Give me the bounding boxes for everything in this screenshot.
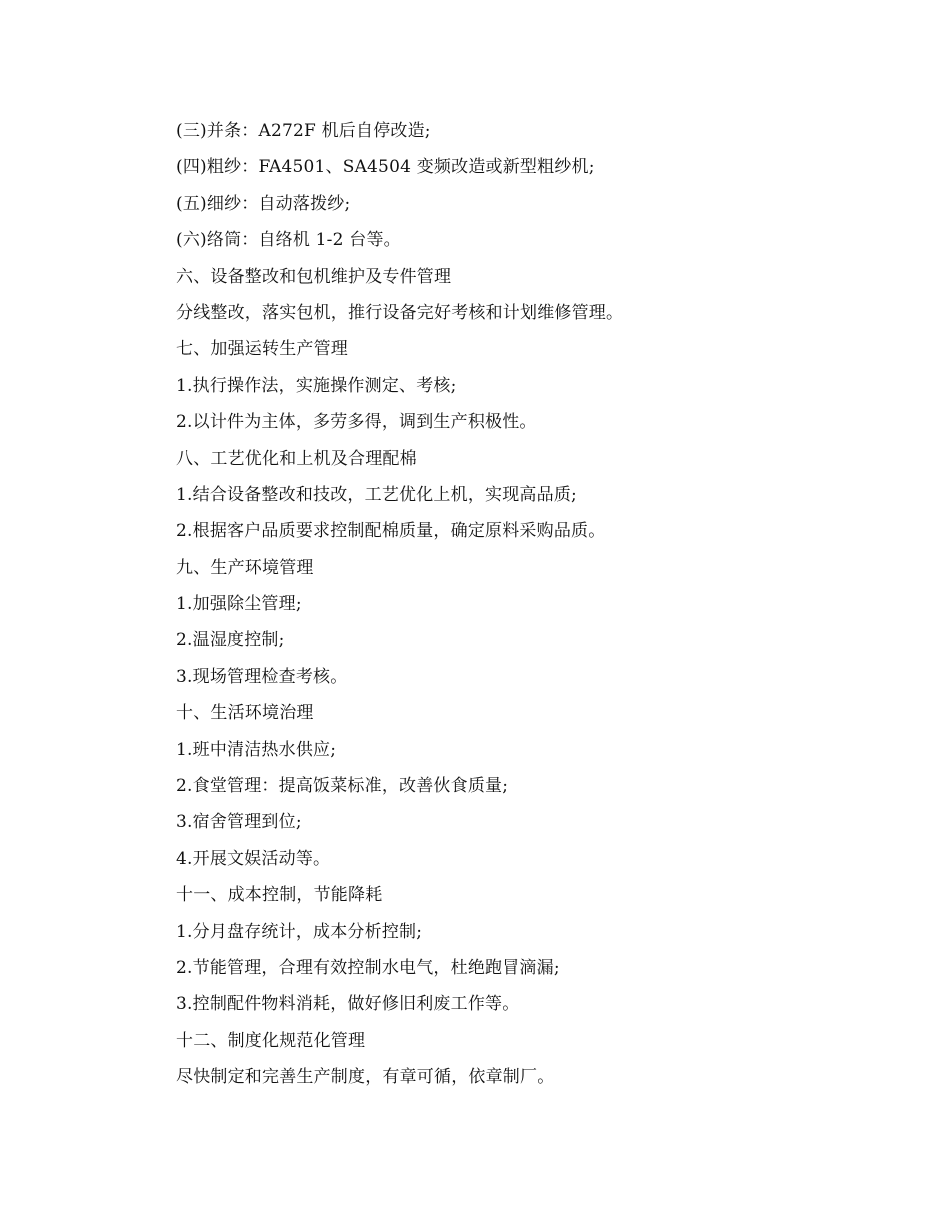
section-heading: 十、生活环境治理 xyxy=(176,703,314,724)
text-line: 2.节能管理，合理有效控制水电气，杜绝跑冒滴漏; xyxy=(176,957,560,978)
text-line: 1.班中清洁热水供应; xyxy=(176,739,337,760)
text-line: 2.温湿度控制; xyxy=(176,630,285,651)
text-line: 4.开展文娱活动等。 xyxy=(176,848,331,869)
text-line: 3.控制配件物料消耗，做好修旧利废工作等。 xyxy=(176,994,520,1015)
section-heading: 八、工艺优化和上机及合理配棉 xyxy=(176,448,417,469)
text-line: 3.宿舍管理到位; xyxy=(176,812,302,833)
text-line: 2.以计件为主体，多劳多得，调到生产积极性。 xyxy=(176,412,537,433)
section-heading: 七、加强运转生产管理 xyxy=(176,339,348,360)
text-line: 分线整改，落实包机，推行设备完好考核和计划维修管理。 xyxy=(176,302,624,323)
document-body xyxy=(176,118,816,1101)
text-line: 3.现场管理检查考核。 xyxy=(176,666,348,687)
text-line: 1.结合设备整改和技改，工艺优化上机，实现高品质; xyxy=(176,484,577,505)
text-line: 1.执行操作法，实施操作测定、考核; xyxy=(176,375,457,396)
text-line: (四)粗纱：FA4501、SA4504 变频改造或新型粗纱机; xyxy=(176,157,595,178)
text-line: 尽快制定和完善生产制度，有章可循，依章制厂。 xyxy=(176,1067,555,1088)
section-heading: 六、设备整改和包机维护及专件管理 xyxy=(176,266,452,287)
text-line: (三)并条：A272F 机后自停改造; xyxy=(176,121,431,141)
section-heading: 十一、成本控制，节能降耗 xyxy=(176,885,383,906)
text-line: (六)络筒：自络机 1-2 台等。 xyxy=(176,230,401,251)
text-line: 1.分月盘存统计，成本分析控制; xyxy=(176,921,423,942)
section-heading: 九、生产环境管理 xyxy=(176,557,314,578)
text-line: (五)细纱：自动落拨纱; xyxy=(176,193,351,214)
text-line: 2.食堂管理：提高饭菜标准，改善伙食质量; xyxy=(176,776,509,797)
text-line: 1.加强除尘管理; xyxy=(176,594,302,615)
section-heading: 十二、制度化规范化管理 xyxy=(176,1030,366,1051)
text-line: 2.根据客户品质要求控制配棉质量，确定原料采购品质。 xyxy=(176,521,606,542)
